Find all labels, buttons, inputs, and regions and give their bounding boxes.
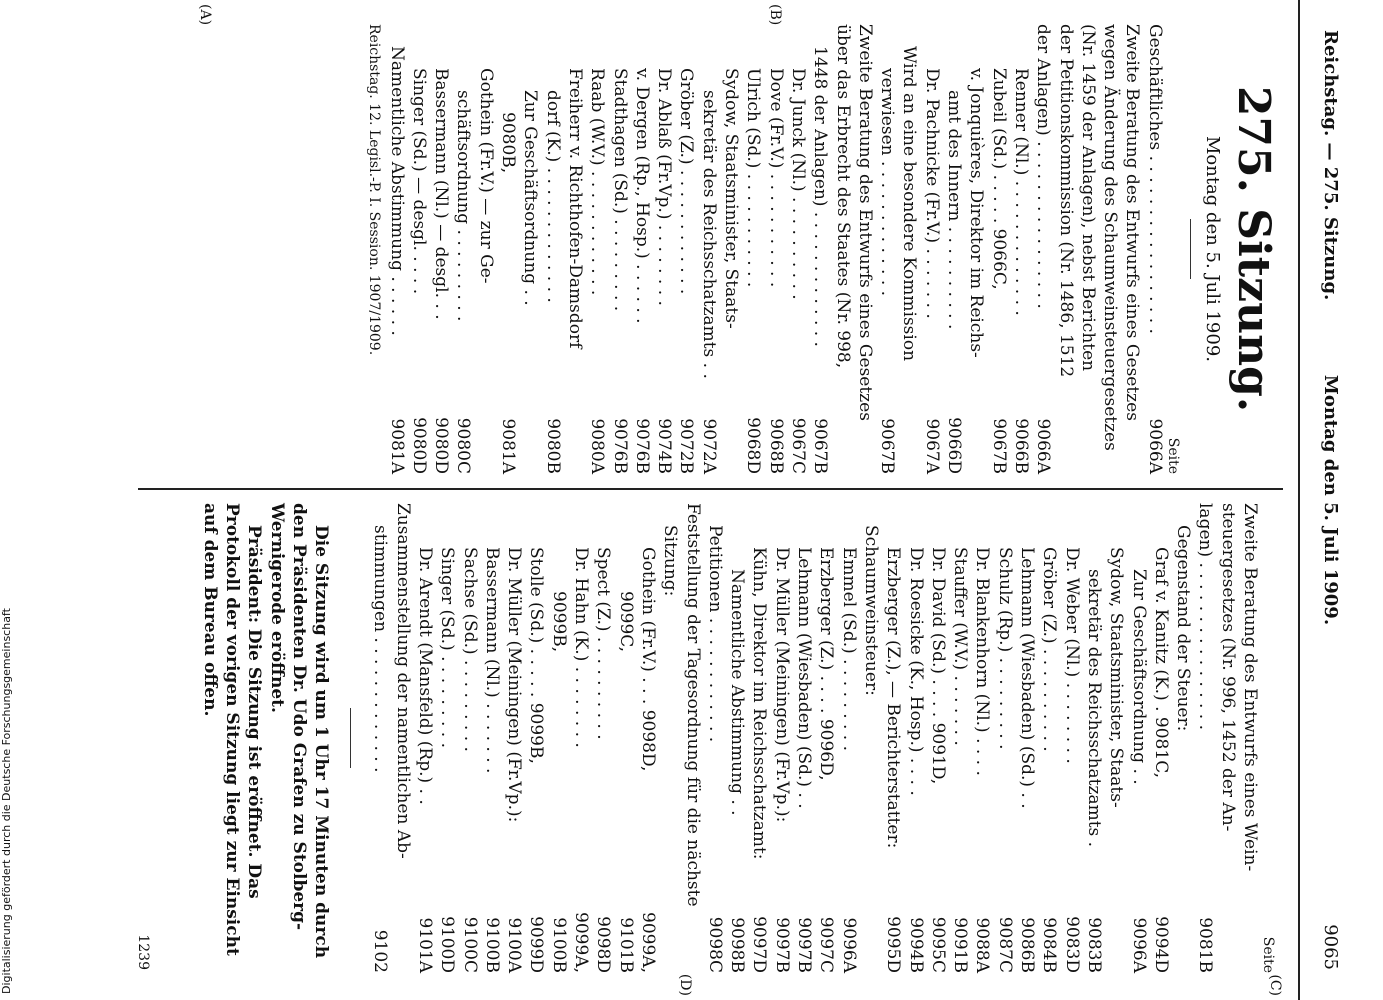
toc-row xyxy=(675,24,697,474)
header-rule xyxy=(1298,0,1300,1000)
page-number: 1239 xyxy=(135,934,151,970)
toc-row xyxy=(452,24,474,474)
toc-entry-text: 9099C, xyxy=(615,591,636,653)
toc-entry-text: Lehmann (Wiesbaden) (Sd.) . . xyxy=(1017,547,1038,809)
toc-entry-text: sekretär des Reichsschatzamts . xyxy=(1083,569,1104,848)
toc-page-ref: 9083B xyxy=(1083,917,1104,973)
toc-entry-text: über das Erbrecht des Staates (Nr. 998, xyxy=(832,24,853,369)
toc-entry-text: Zur Geschäftsordnung . . xyxy=(520,90,541,306)
toc-entry-text: Graf v. Kanitz (K.) . 9081C, xyxy=(1150,547,1171,778)
toc-row xyxy=(475,24,497,474)
toc-page-ref: 9100A xyxy=(504,917,525,973)
toc-row xyxy=(993,503,1015,973)
toc-entry-text: Schaumweinsteuer: xyxy=(860,525,881,696)
toc-entry-text: 9080B, xyxy=(498,112,519,174)
toc-row xyxy=(519,24,541,474)
toc-page-ref: 9091B xyxy=(950,917,971,973)
toc-entry-text: Raab (W.V.) . . . . . . . . . . . . xyxy=(587,68,608,296)
toc-row xyxy=(458,503,480,973)
toc-row xyxy=(1010,24,1032,474)
toc-row xyxy=(854,24,876,474)
toc-entry-text: Stadthagen (Sd.) . . . . . . . . . xyxy=(609,68,630,312)
toc-row xyxy=(430,24,452,474)
toc-entry-text: Bassermann (Nl.) . . . . . . . xyxy=(481,547,502,774)
toc-page-ref: 9080D xyxy=(431,417,452,474)
toc-entry-text: Petitionen . . . . . . . . . . . . xyxy=(704,525,725,743)
toc-entry-text: Erzberger (Z.), — Berichterstatter: xyxy=(883,547,904,849)
toc-row xyxy=(831,24,853,474)
left-toc xyxy=(363,24,1166,474)
toc-page-ref: 9072B xyxy=(676,418,697,474)
toc-row xyxy=(570,503,592,973)
right-toc xyxy=(369,503,1261,973)
toc-row xyxy=(586,24,608,474)
toc-page-ref: 9099D xyxy=(526,916,547,973)
toc-row xyxy=(920,24,942,474)
toc-page-ref: 9100B xyxy=(481,917,502,973)
toc-entry-text: Sitzung: xyxy=(660,525,681,597)
toc-row xyxy=(1216,503,1238,973)
toc-entry-text: verwiesen . . . . . . . . . . . . . xyxy=(877,68,898,297)
toc-row xyxy=(1077,24,1099,474)
toc-row xyxy=(1105,503,1127,973)
toc-entry-text: Sachse (Sd.) . . . . . . . . . xyxy=(459,547,480,752)
toc-entry-text: Feststellung der Tagesordnung für die nächste xyxy=(682,503,703,907)
toc-page-ref: 9102 xyxy=(370,929,391,973)
toc-page-ref: 9068B xyxy=(765,418,786,474)
toc-entry-text: Emmel (Sd.) . . . . . . . . . xyxy=(838,547,859,752)
toc-entry-text: Stolle (Sd.) . . . . . 9099B, xyxy=(526,547,547,764)
toc-row xyxy=(637,503,659,973)
toc-row xyxy=(860,503,882,973)
toc-entry-text: Erzberger (Z.) . . . . 9096D, xyxy=(816,547,837,781)
toc-row xyxy=(414,503,436,973)
margin-letter-d: (D) xyxy=(677,973,693,996)
toc-page-ref: 9067C xyxy=(787,417,808,474)
toc-entry-text: Dr. Junck (Nl.) . . . . . . . . . . xyxy=(787,68,808,300)
toc-entry-text: dorf (K.) . . . . . . . . . . . . . xyxy=(542,90,563,303)
toc-row xyxy=(748,503,770,973)
toc-page-ref: 9067B xyxy=(810,418,831,474)
right-column xyxy=(198,503,1279,973)
toc-page-ref: 9067B xyxy=(877,418,898,474)
toc-row xyxy=(770,503,792,973)
margin-letter-c: (C) xyxy=(1267,974,1283,996)
toc-entry-text: Dr. David (Sd.) . . . . 9091D, xyxy=(927,547,948,785)
toc-row xyxy=(965,24,987,474)
toc-row xyxy=(720,24,742,474)
toc-entry-text: Zweite Beratung des Entwurfs eines Wein- xyxy=(1240,503,1260,872)
toc-row xyxy=(363,24,385,474)
toc-entry-text: Gothein (Fr.V.) — zur Ge- xyxy=(475,68,496,284)
session-date: Montag den 5. Juli 1909. xyxy=(1202,135,1223,363)
toc-entry-text: lagen) . . . . . . . . . . . . . . . . xyxy=(1195,503,1216,731)
toc-page-ref: 9097B xyxy=(771,917,792,973)
toc-row xyxy=(815,503,837,973)
seite-label: Seite xyxy=(1164,437,1181,474)
toc-row xyxy=(614,503,636,973)
toc-entry-text: Zur Geschäftsordnung . . xyxy=(1128,569,1149,785)
toc-page-ref: 9101A xyxy=(415,917,436,973)
toc-entry-text: Wird an eine besondere Kommission xyxy=(899,46,920,362)
toc-entry-text: Singer (Sd.) . . . . . . . . . xyxy=(437,547,458,748)
toc-entry-text: Bassermann (Nl.) — desgl. . . xyxy=(431,68,452,320)
toc-page-ref: 9086B xyxy=(1017,917,1038,973)
toc-page-ref: 9072A xyxy=(698,418,719,474)
toc-entry-text: Ulrich (Sd.) . . . . . . . . . . . xyxy=(743,68,764,288)
toc-row xyxy=(837,503,859,973)
seite-label-right: Seite xyxy=(1260,936,1276,973)
toc-row xyxy=(809,24,831,474)
toc-row xyxy=(787,24,809,474)
toc-page-ref: 9100D xyxy=(437,916,458,973)
president-paragraph: Präsident: Die Sitzung ist eröffnet. Das Protokoll der vorigen Sitzung liegt zur Einsicht auf dem Bureau offen. xyxy=(199,503,265,956)
toc-row xyxy=(564,24,586,474)
toc-page-ref: 9097C xyxy=(816,916,837,973)
toc-row xyxy=(764,24,786,474)
toc-page-ref: 9067B xyxy=(988,418,1009,474)
toc-page-ref: 9098C xyxy=(704,916,725,973)
toc-entry-text: Kühn, Direktor im Reichsschatzamt: xyxy=(749,547,770,860)
toc-entry-text: v. Dergen (Rp., Hosp.) . . . . . . xyxy=(631,68,652,324)
toc-entry-text: Freiherr v. Richthofen-Damsdorf xyxy=(564,68,585,349)
title-rule xyxy=(1190,219,1191,279)
toc-entry-text: Dr. Pachnicke (Fr.V.) . . . . . . . xyxy=(921,68,942,319)
toc-row xyxy=(876,24,898,474)
toc-page-ref: 9096A xyxy=(838,917,859,973)
toc-page-ref: 9087C xyxy=(994,916,1015,973)
toc-row xyxy=(1127,503,1149,973)
toc-row xyxy=(436,503,458,973)
toc-page-ref: 9066A xyxy=(1144,418,1165,474)
toc-entry-text: Gegenstand der Steuer: xyxy=(1173,525,1194,732)
toc-row xyxy=(943,24,965,474)
toc-row xyxy=(1016,503,1038,973)
toc-page-ref: 9080A xyxy=(587,418,608,474)
toc-row xyxy=(726,503,748,973)
toc-entry-text: Gothein (Fr.V.) . . . 9098D, xyxy=(637,547,658,772)
toc-entry-text: Dr. Arendt (Mansfeld) (Rp.) . . xyxy=(415,547,436,805)
header-page-number: 9065 xyxy=(1320,924,1341,970)
toc-row xyxy=(385,24,407,474)
dfg-note xyxy=(0,0,14,1000)
toc-page-ref: 9083D xyxy=(1061,916,1082,973)
toc-page-ref: 9095D xyxy=(883,916,904,973)
toc-page-ref: 9094B xyxy=(905,917,926,973)
margin-letter-b: (B) xyxy=(767,4,783,26)
toc-row xyxy=(481,503,503,973)
toc-page-ref: 9080B xyxy=(542,418,563,474)
toc-entry-text: Dr. Hahn (K.) . . . . . . . . xyxy=(571,547,592,748)
session-title: 275. Sitzung. xyxy=(1228,85,1279,413)
toc-row xyxy=(1121,24,1143,474)
toc-entry-text: steuergesetzes (Nr. 996, 1452 der An- xyxy=(1217,503,1238,832)
toc-entry-text: Dr. Blankenhorn (Nl.) . . . . xyxy=(972,547,993,776)
toc-row xyxy=(1032,24,1054,474)
toc-page-ref: 9076B xyxy=(609,418,630,474)
left-column xyxy=(363,24,1279,474)
toc-entry-text: Zubeil (Sd.) . . . . . 9066C, xyxy=(988,68,1009,290)
toc-entry-text: stimmungen . . . . . . . . . . . . . xyxy=(370,525,391,773)
toc-row xyxy=(1054,24,1076,474)
toc-page-ref: 9099A, xyxy=(571,912,592,973)
toc-page-ref: 9097D xyxy=(749,916,770,973)
toc-entry-text: der Anlagen) . . . . . . . . . . . . . . . . xyxy=(1033,24,1054,309)
toc-row xyxy=(882,503,904,973)
toc-entry-text: 1448 der Anlagen) . . . . . . . . . . . . . xyxy=(810,46,831,347)
toc-row xyxy=(541,24,563,474)
section-rule xyxy=(350,708,351,768)
toc-entry-text: wegen Änderung des Schaumweinsteuergesetzes xyxy=(1100,24,1121,451)
toc-row xyxy=(497,24,519,474)
toc-page-ref: 9100B xyxy=(548,917,569,973)
toc-page-ref: 9099A, xyxy=(637,912,658,973)
opening-paragraph: Die Sitzung wird um 1 Uhr 17 Minuten durch den Präsidenten Dr. Udo Grafen zu Stolberg-Wernigerode eröffnet. xyxy=(266,503,332,959)
toc-entry-text: Dr. Roesicke (K., Hosp.) . . . . xyxy=(905,547,926,796)
header-left: Reichstag. — 275. Sitzung. xyxy=(1320,30,1341,301)
toc-page-ref: 9081A xyxy=(498,418,519,474)
toc-page-ref: 9076B xyxy=(631,418,652,474)
toc-entry-text: (Nr. 1459 der Anlagen), nebst Berichten xyxy=(1077,24,1098,372)
toc-row xyxy=(548,503,570,973)
toc-entry-text: Zweite Beratung des Entwurfs eines Gesetzes xyxy=(1122,24,1143,421)
toc-row xyxy=(742,24,764,474)
header-center: Montag den 5. Juli 1909. xyxy=(1320,374,1341,626)
toc-row xyxy=(898,24,920,474)
running-header xyxy=(1311,30,1341,970)
toc-entry-text: amt des Innern . . . . . . . . . . xyxy=(944,90,965,330)
toc-entry-text: Reichstag. 12. Legisl.-P. I. Session. 1907/1909. xyxy=(366,24,383,356)
toc-entry-text: sekretär des Reichsschatzamts . . xyxy=(698,90,719,379)
toc-row xyxy=(391,503,413,973)
toc-row xyxy=(369,503,391,973)
toc-page-ref: 9074B xyxy=(654,418,675,474)
toc-row xyxy=(1239,503,1261,973)
toc-entry-text: Dr. Ablaß (Fr.Vp.) . . . . . . . . xyxy=(654,68,675,306)
toc-page-ref: 9100C xyxy=(459,916,480,973)
toc-page-ref: 9068D xyxy=(743,417,764,474)
toc-row xyxy=(592,503,614,973)
toc-row xyxy=(1083,503,1105,973)
toc-row xyxy=(1194,503,1216,973)
toc-row xyxy=(927,503,949,973)
toc-entry-text: Lehmann (Wiesbaden) (Sd.) . . xyxy=(794,547,815,809)
toc-entry-text: v. Jonquières, Direktor im Reichs- xyxy=(966,68,987,358)
toc-entry-text: 9099B, xyxy=(548,591,569,653)
toc-page-ref: 9095C xyxy=(927,916,948,973)
toc-page-ref: 9066D xyxy=(944,417,965,474)
toc-row xyxy=(987,24,1009,474)
toc-row xyxy=(971,503,993,973)
margin-letter-a: (A) xyxy=(197,4,213,26)
toc-row xyxy=(659,503,681,973)
column-divider xyxy=(138,488,1283,490)
toc-row xyxy=(681,503,703,973)
toc-row xyxy=(1099,24,1121,474)
toc-row xyxy=(704,503,726,973)
toc-entry-text: Namentliche Abstimmung . . xyxy=(727,569,748,816)
toc-entry-text: Schulz (Rp.) . . . . . . . . . xyxy=(994,547,1015,750)
toc-entry-text: Geschäftliches . . . . . . . . . . . . . . . . . xyxy=(1144,24,1165,334)
toc-row xyxy=(1060,503,1082,973)
toc-entry-text: Dove (Fr.V.) . . . . . . . . . . . xyxy=(765,68,786,288)
toc-row xyxy=(793,503,815,973)
toc-page-ref: 9094D xyxy=(1150,916,1171,973)
toc-page-ref: 9098D xyxy=(593,916,614,973)
toc-entry-text: Dr. Müller (Meiningen) (Fr.Vp.): xyxy=(504,547,525,823)
toc-entry-text: Sydow, Staatsminister, Staats- xyxy=(1106,547,1127,808)
toc-entry-text: Gröber (Z.) . . . . . . . . . . xyxy=(1039,547,1060,752)
toc-entry-text: schäftsordnung . . . . . . . . . xyxy=(453,90,474,322)
toc-entry-text: Zweite Beratung des Entwurfs eines Gesetzes xyxy=(854,24,875,421)
toc-page-ref: 9088A xyxy=(972,917,993,973)
toc-entry-text: Renner (Nl.) . . . . . . . . . . . . . xyxy=(1010,68,1031,316)
toc-row xyxy=(525,503,547,973)
toc-entry-text: Namentliche Abstimmung . . . . . . xyxy=(386,46,407,336)
toc-row xyxy=(608,24,630,474)
toc-page-ref: 9098B xyxy=(727,917,748,973)
toc-entry-text: Zusammenstellung der namentlichen Ab- xyxy=(392,503,413,859)
dfg-note-text: Digitalisierung gefördert durch die Deutsche Forschungsgemeinschaft xyxy=(0,608,13,994)
toc-page-ref: 9081A xyxy=(386,418,407,474)
toc-entry-text: Stauffer (W.V.) . . . . . . . xyxy=(950,547,971,746)
toc-row xyxy=(1150,503,1172,973)
toc-row xyxy=(408,24,430,474)
toc-page-ref: 9080D xyxy=(408,417,429,474)
toc-page-ref: 9084B xyxy=(1039,917,1060,973)
toc-row xyxy=(503,503,525,973)
toc-row xyxy=(949,503,971,973)
toc-entry-text: Gröber (Z.) . . . . . . . . . . . . xyxy=(676,68,697,295)
toc-row xyxy=(1172,503,1194,973)
toc-page-ref: 9080C xyxy=(453,417,474,474)
toc-page-ref: 9067A xyxy=(921,418,942,474)
toc-entry-text: Spect (Z.) . . . . . . . . . . xyxy=(593,547,614,740)
toc-row xyxy=(697,24,719,474)
toc-page-ref: 9081B xyxy=(1195,917,1216,973)
toc-entry-text: Dr. Weber (Nl.) . . . . . . . . xyxy=(1061,547,1082,764)
toc-row xyxy=(904,503,926,973)
toc-row xyxy=(1143,24,1165,474)
toc-entry-text: der Petitionskommission (Nr. 1486, 1512 xyxy=(1055,24,1076,378)
toc-entry-text: Dr. Müller (Meiningen) (Fr.Vp.): xyxy=(771,547,792,823)
toc-page-ref: 9096A xyxy=(1128,917,1149,973)
toc-row xyxy=(1038,503,1060,973)
toc-page-ref: 9097B xyxy=(794,917,815,973)
toc-page-ref: 9066A xyxy=(1033,418,1054,474)
toc-row xyxy=(631,24,653,474)
toc-entry-text: Singer (Sd.) — desgl. . . . . xyxy=(408,68,429,295)
toc-page-ref: 9066B xyxy=(1010,418,1031,474)
toc-page-ref: 9101B xyxy=(615,917,636,973)
toc-entry-text: Sydow, Staatsminister, Staats- xyxy=(721,68,742,329)
toc-row xyxy=(653,24,675,474)
